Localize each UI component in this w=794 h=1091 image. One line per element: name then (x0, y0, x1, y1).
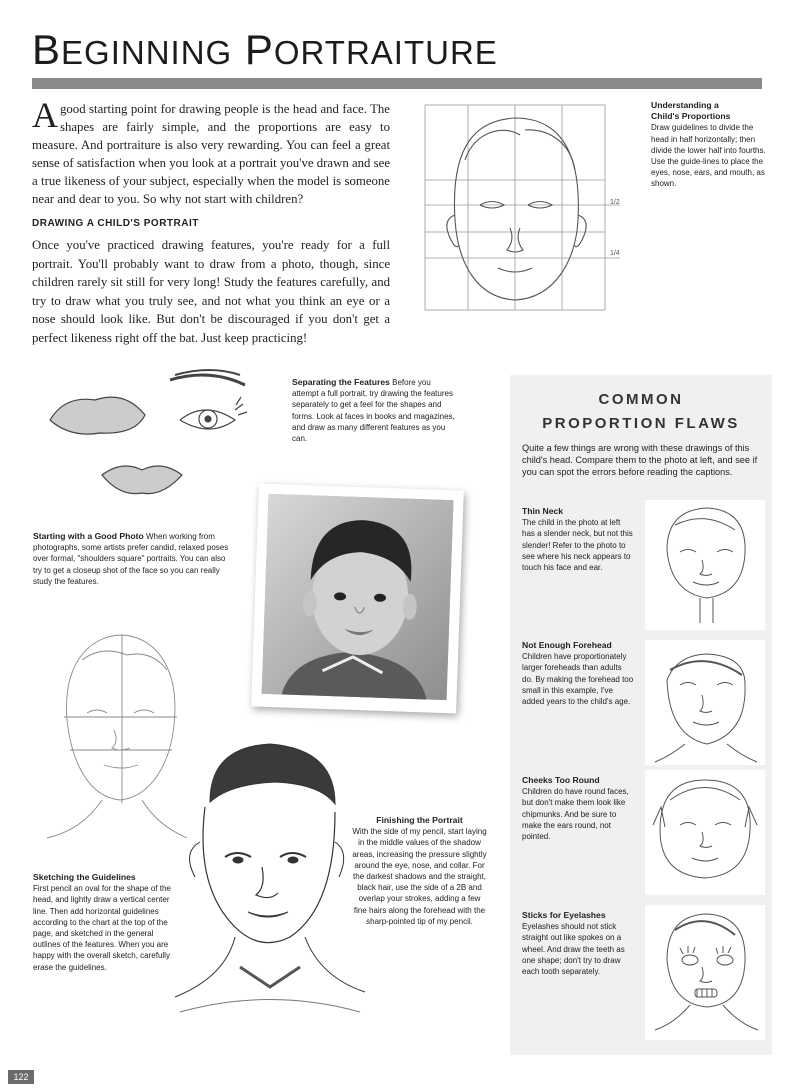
flaw-caption-forehead: Not Enough Forehead Children have proportionately larger foreheads than adults do. By making the forehead too small in this example, I've added years to the child's age. (522, 640, 634, 707)
flaw-sketch-eyelashes (645, 905, 765, 1040)
chart-label-quarter: 1/4 (610, 250, 620, 257)
page-title: BEGINNING PORTRAITURE (32, 26, 498, 73)
features-caption: Separating the Features Before you attempt a full portrait, try drawing the features separately to get a feel for the shapes and forms. Look at faces in books and magazines, and draw as many different features as you can. (292, 377, 455, 444)
finishing-caption: Finishing the Portrait With the side of my pencil, start laying in the middle values of the shadow areas, increasing the pressure slightly around the eye, nose, and collar. For the darkest shadows and the straight, black hair, use the side of a 2B and overlap your strokes, adding a few fine hairs along the forehead with the sharp-pointed tip of my pencil. (352, 815, 487, 926)
proportion-chart-drawing (420, 100, 635, 315)
section-paragraph: Once you've practiced drawing features, you're ready for a full portrait. You'll probably want to draw from a photo, though, since children rarely sit still for very long! Study the features carefully, and try to draw what you truly see, and not what you think an eye or a nose should look like. But don't be discouraged if you don't get a perfect likeness right off the bat. Just keep practicing! (32, 238, 390, 345)
flaw-thumb-thin-neck (645, 500, 765, 630)
flaw-caption-cheeks: Cheeks Too Round Children do have round faces, but don't make them look like chipmunks. And be sure to make the ears round, not pointed. (522, 775, 629, 842)
section-heading: DRAWING A CHILD'S PORTRAIT (32, 218, 199, 229)
page-number: 122 (8, 1070, 34, 1084)
photo-caption: Starting with a Good Photo When working from photographs, some artists prefer candid, relaxed poses over formal, "shoulders square" portraits. You can also try to get a closeup shot of the face so you can really study the features. (33, 531, 229, 586)
features-sketch (40, 365, 260, 500)
flaw-thumb-eyelashes (645, 905, 765, 1040)
sidebar-title: COMMON PROPORTION FLAWS (542, 391, 740, 432)
proportion-caption: Understanding a Child's Proportions Draw guidelines to divide the head in half horizontally; then divide the lower half into fourths. Use the guide-lines to place the eyes, nose, ears, and mouth, as shown. (651, 100, 766, 189)
sidebar-intro: Quite a few things are wrong with these drawings of this child's head. Compare them to the photo at left, and see if you can spot the errors before reading the captions. (522, 443, 758, 478)
flaw-sketch-cheeks (645, 770, 765, 895)
flaw-thumb-forehead (645, 640, 765, 765)
child-photo-frame (251, 483, 464, 713)
title-rule (32, 78, 762, 89)
flaw-thumb-cheeks (645, 770, 765, 895)
flaw-caption-thin-neck: Thin Neck The child in the photo at left has a slender neck, but not this slender! Refer to the photo to see where his neck appears to touch his face and ear. (522, 506, 633, 573)
chart-label-half: 1/2 (610, 199, 620, 206)
flaw-sketch-forehead (645, 640, 765, 765)
guidelines-caption: Sketching the Guidelines First pencil an oval for the shape of the head, and lightly draw a vertical center line. Then add horizontal guidelines according to the chart at the top of the page, and sketched in the general outlines of the features. When you are happy with the overall sketch, carefully erase the guidelines. (33, 872, 171, 972)
finished-portrait-sketch (170, 742, 370, 1042)
drop-cap: A (32, 95, 58, 135)
intro-paragraph: Agood starting point for drawing people is the head and face. The shapes are fairly simple, and the proportions are easy to measure. And portraiture is also very rewarding. You can feel a great sense of satisfaction when you look at a portrait you've drawn and see a true likeness of your subject, especially when the model is someone near and dear to you. So why not start with children? (32, 95, 390, 206)
child-photo (262, 494, 454, 700)
flaw-caption-eyelashes: Sticks for Eyelashes Eyelashes should not stick straight out like spokes on a wheel. And draw the teeth as one shape; don't try to draw each tooth separately. (522, 910, 625, 977)
flaw-sketch-thin-neck (645, 500, 765, 630)
